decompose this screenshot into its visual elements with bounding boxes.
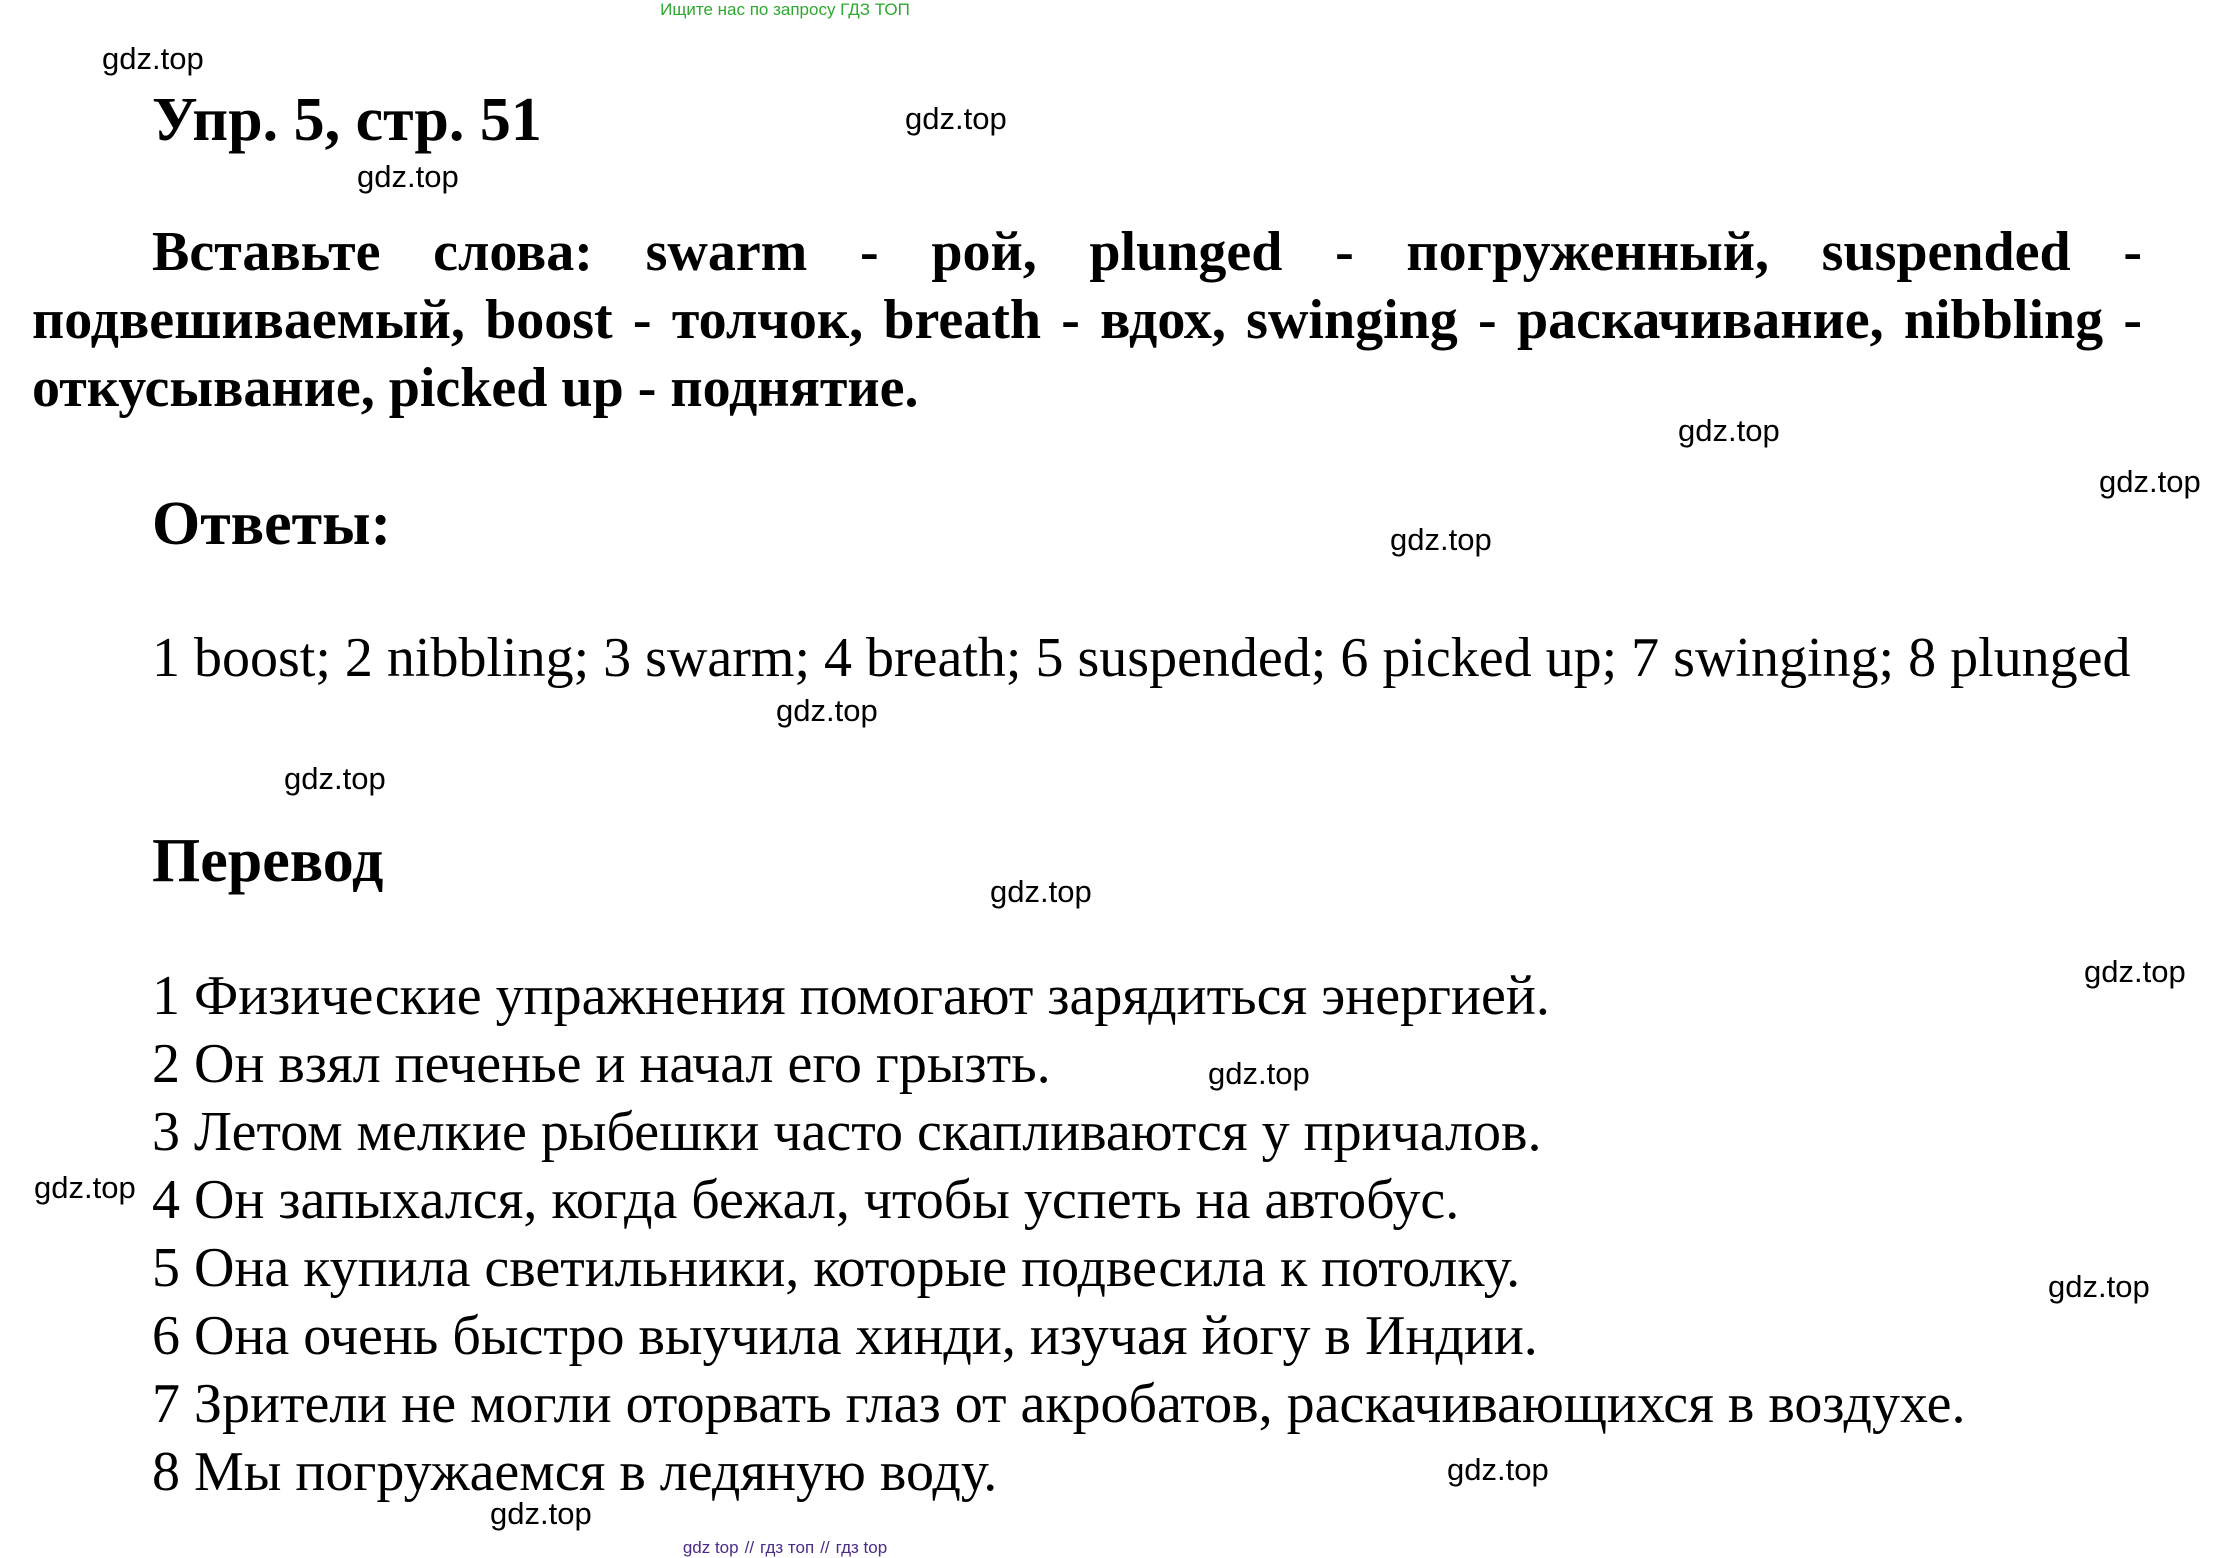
watermark: gdz.top [1208, 1056, 1310, 1091]
footer-link-gdz-top-mixed[interactable]: гдз top [835, 1538, 888, 1557]
watermark: gdz.top [2099, 464, 2201, 499]
footer-separator: // [744, 1538, 755, 1557]
footer-links [0, 1538, 1570, 1558]
watermark: gdz.top [990, 874, 1092, 909]
answers-heading: Ответы: [152, 490, 392, 558]
translation-line: 1 Физические упражнения помогают зарядиться энергией. [152, 965, 1550, 1027]
search-banner[interactable]: Ищите нас по запросу ГДЗ ТОП [660, 0, 910, 19]
instruction-paragraph: Вставьте слова: swarm - рой, plunged - погруженный, suspended - подвешиваемый, boost - толчок, breath - вдох, swinging - раскачивание, nibbling - откусывание, picked up - поднятие. [32, 221, 2142, 419]
watermark: gdz.top [905, 101, 1007, 136]
footer-link-gdz-top-ru[interactable]: гдз топ [760, 1538, 815, 1557]
translation-line: 2 Он взял печенье и начал его грызть. [152, 1033, 1051, 1095]
watermark: gdz.top [1447, 1452, 1549, 1487]
translation-heading: Перевод [152, 827, 384, 895]
watermark: gdz.top [102, 41, 204, 76]
watermark: gdz.top [34, 1170, 136, 1205]
footer-link-gdz-top[interactable]: gdz top [682, 1538, 739, 1557]
watermark: gdz.top [2084, 954, 2186, 989]
watermark: gdz.top [1678, 413, 1780, 448]
watermark: gdz.top [1390, 522, 1492, 557]
watermark: gdz.top [357, 159, 459, 194]
answers-paragraph: 1 boost; 2 nibbling; 3 swarm; 4 breath; 5 suspended; 6 picked up; 7 swinging; 8 plunged [152, 627, 2131, 689]
translation-line: 5 Она купила светильники, которые подвесила к потолку. [152, 1237, 1521, 1299]
watermark: gdz.top [2048, 1269, 2150, 1304]
footer-separator: // [820, 1538, 830, 1557]
translation-line: 8 Мы погружаемся в ледяную воду. [152, 1441, 998, 1503]
translation-line: 6 Она очень быстро выучила хинди, изучая йогу в Индии. [152, 1305, 1538, 1367]
translation-line: 4 Он запыхался, когда бежал, чтобы успеть на автобус. [152, 1169, 1460, 1231]
watermark: gdz.top [284, 761, 386, 796]
translation-line: 3 Летом мелкие рыбешки часто скапливаются у причалов. [152, 1101, 1542, 1163]
watermark: gdz.top [776, 693, 878, 728]
translation-line: 7 Зрители не могли оторвать глаз от акробатов, раскачивающихся в воздухе. [152, 1373, 1966, 1435]
watermark: gdz.top [490, 1496, 592, 1531]
exercise-title: Упр. 5, стр. 51 [152, 86, 542, 154]
